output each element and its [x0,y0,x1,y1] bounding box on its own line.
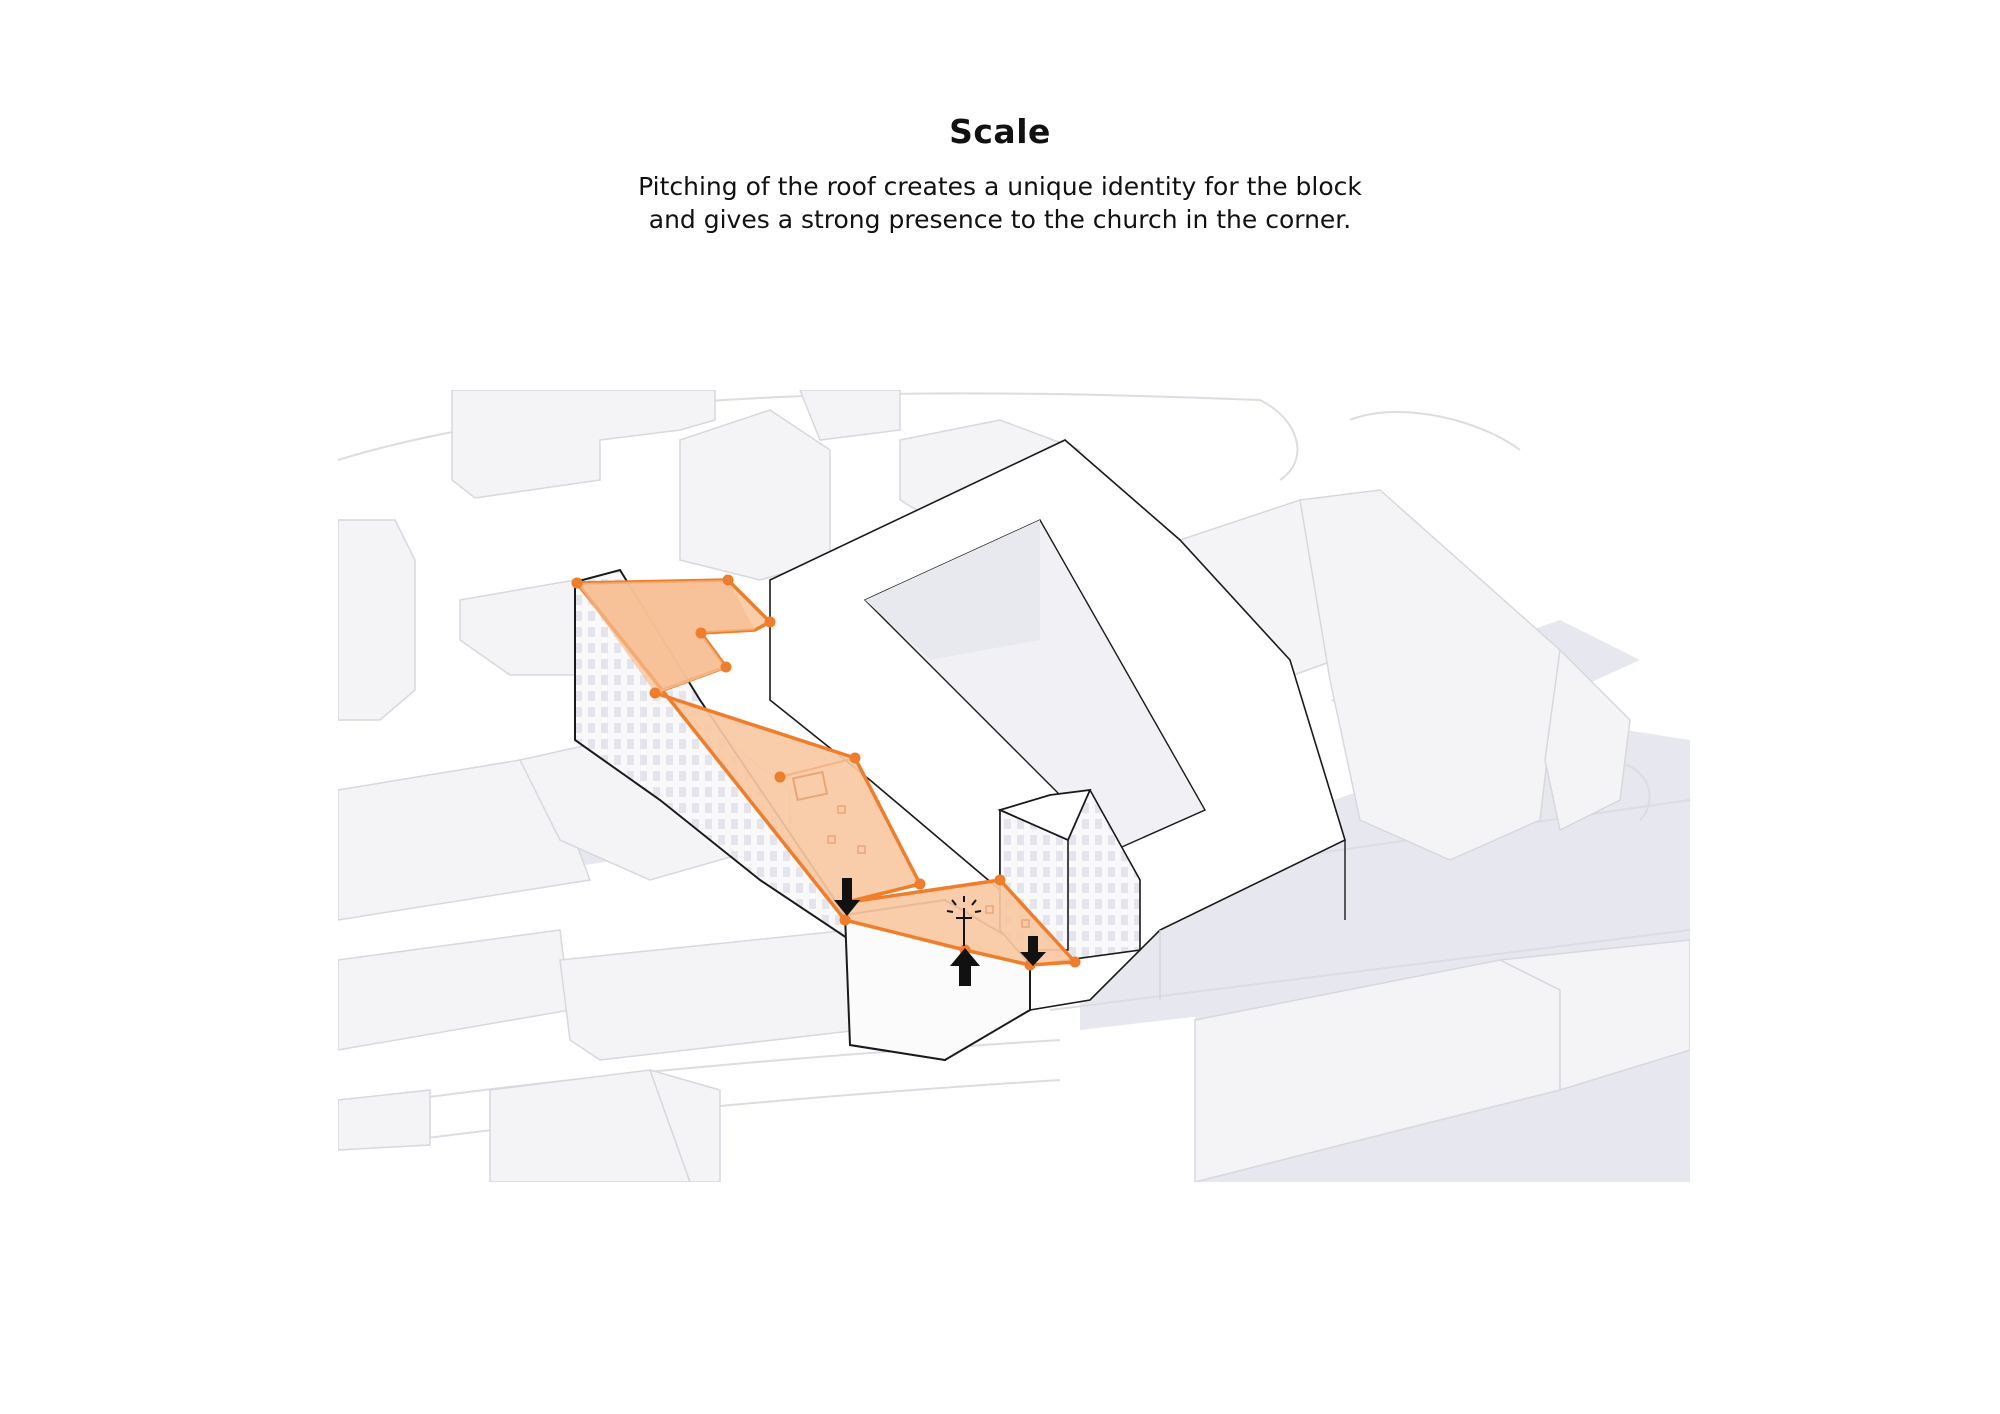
subtitle-line-1: Pitching of the roof creates a unique identity for the block [638,172,1362,201]
subtitle-line-2: and gives a strong presence to the church in the corner. [648,205,1352,234]
page-title: Scale [949,112,1051,151]
site-context [338,390,1690,1182]
